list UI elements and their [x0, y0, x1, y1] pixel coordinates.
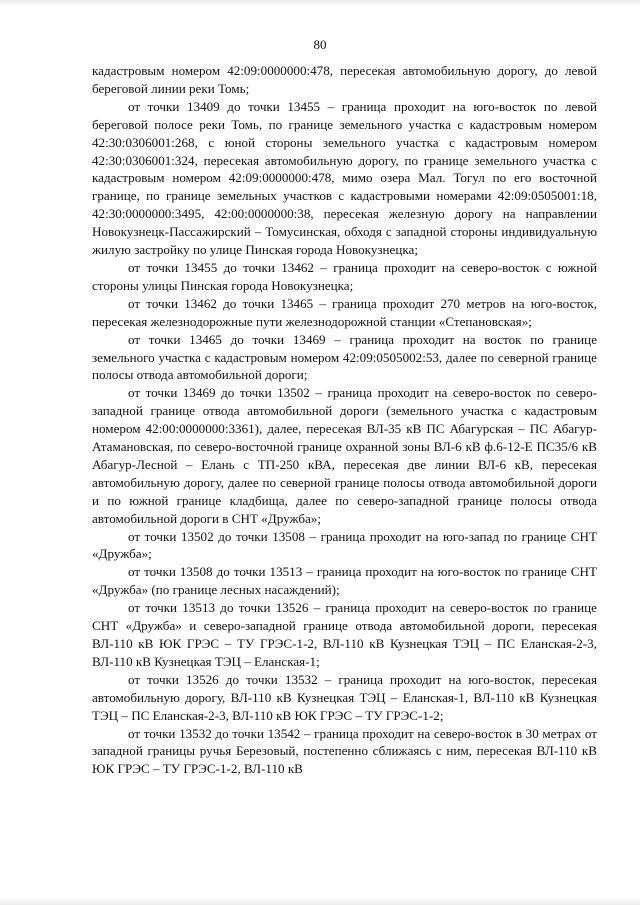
paragraph-13462-13465: от точки 13462 до точки 13465 – граница проходит 270 метров на юго-восток, пересекая железнодорожные пути железнодорожной станции «Степановская»;	[92, 295, 597, 329]
paragraph-13469-13502: от точки 13469 до точки 13502 – граница проходит на северо-восток по северо-западной границе отвода автомобильной дороги (земельного участка с кадастровым номером 42:00:0000000:3361), далее, пересекая ВЛ-35 кВ ПС Абагурская – ПС Абагур-Атамановская, по северо-восточной границе охранной зоны ВЛ-6 кВ ф.6-12-Е ПС35/6 кВ Абагур-Лесной – Елань с ТП-250 кВА, пересекая две линии ВЛ-6 кВ, пересекая автомобильную дорогу, далее по северной границе полосы отвода автомобильной дороги и по южной границе кладбища, далее по северо-западной границе полосы отвода автомобильной дороги в СНТ «Дружба»;	[92, 385, 597, 526]
paragraph-13465-13469: от точки 13465 до точки 13469 – граница проходит на восток по границе земельного участка с кадастровым номером 42:09:0505002:53, далее по северной границе полосы отвода автомобильной дороги;	[92, 331, 597, 383]
paragraph-13526-13532: от точки 13526 до точки 13532 – граница проходит на юго-восток, пересекая автомобильную дорогу, ВЛ-110 кВ Кузнецкая ТЭЦ – Еланская-1, ВЛ-110 кВ Кузнецкая ТЭЦ – ПС Еланская-2-3, ВЛ-110 кВ ЮК ГРЭС – ТУ ГРЭС-1-2;	[92, 671, 597, 723]
paragraph-13532-13542: от точки 13532 до точки 13542 – граница проходит на северо-восток в 30 метрах от западной границы ручья Березовый, постепенно сближаясь с ним, пересекая ВЛ-110 кВ ЮК ГРЭС – ТУ ГРЭС-1-2, ВЛ-110 кВ	[92, 725, 597, 777]
page-number: 80	[313, 37, 327, 52]
paragraph-13508-13513: от точки 13508 до точки 13513 – граница проходит на юго-восток по границе СНТ «Дружба» (по границе лесных насаждений);	[92, 564, 597, 598]
paragraph-13409-13455: от точки 13409 до точки 13455 – граница проходит на юго-восток по левой береговой полосе реки Томь, по границе земельного участка с кадастровым номером 42:30:0306001:268, с юной стороны земельного участка с кадастровым номером 42:30:0306001:324, пересекая автомобильную дорогу, по границе земельного участка с кадастровым номером 42:09:0000000:478, мимо озера Мал. Тогул по его восточной границе, по границе земельных участков с кадастровыми номерами 42:09:0505001:18, 42:30:0000000:3495, 42:00:0000000:38, пересекая железную дорогу на направлении Новокузнецк-Пассажирский – Томусинская, обходя с западной стороны индивидуальную жилую застройку по улице Пинская города Новокузнецка;	[92, 98, 597, 258]
body-text	[92, 62, 597, 778]
paragraph-continuation: кадастровым номером 42:09:0000000:478, пересекая автомобильную дорогу, до левой береговой линии реки Томь;	[92, 63, 597, 96]
scan-edge-bottom	[0, 897, 640, 905]
paragraph-13502-13508: от точки 13502 до точки 13508 – граница проходит на юго-запад по границе СНТ «Дружба»;	[92, 528, 597, 562]
scan-edge-top	[0, 0, 640, 6]
paragraph-13513-13526: от точки 13513 до точки 13526 – граница проходит на северо-восток по границе СНТ «Дружба» и северо-западной границе отвода автомобильной дороги, пересекая ВЛ-110 кВ ЮК ГРЭС – ТУ ГРЭС-1-2, ВЛ-110 кВ Кузнецкая ТЭЦ – ПС Еланская-2-3, ВЛ-110 кВ Кузнецкая ТЭЦ – Еланская-1;	[92, 600, 597, 669]
paragraph-13455-13462: от точки 13455 до точки 13462 – граница проходит на северо-восток с южной стороны улицы Пинская города Новокузнецка;	[92, 259, 597, 293]
